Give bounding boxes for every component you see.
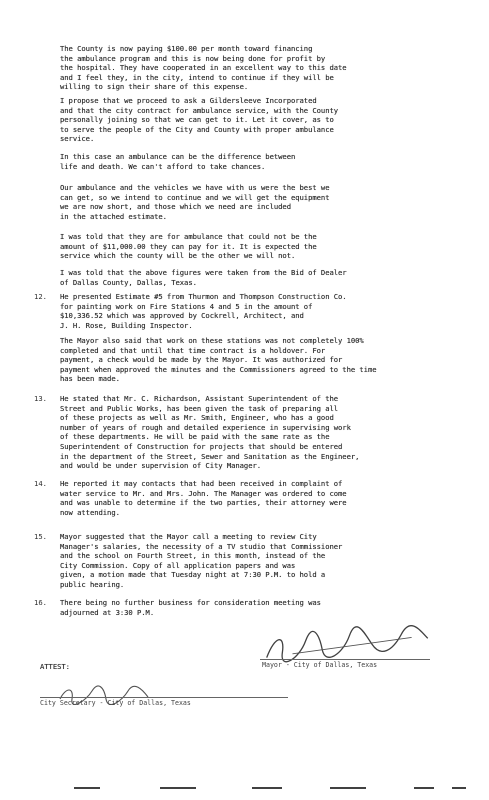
paragraph-3: In this case an ambulance can be the difference between life and death. We can't afford to take chances. <box>60 152 296 171</box>
footer-mark <box>252 787 282 789</box>
item-number: 15. <box>34 532 47 541</box>
attest-label: ATTEST: <box>40 662 70 671</box>
clerk-signature-line <box>40 697 288 698</box>
item-text: Mayor suggested that the Mayor call a meeting to review City Manager's salaries, the necessity of a TV studio that Commissioner and the school on Fourth Street, in this month, instead of the City Commission. Copy of all application papers and was given, a motion made that Tuesday night at 7:30 P.M. to hold a public hearing. <box>60 532 343 589</box>
paragraph-5: I was told that they are for ambulance that could not be the amount of $11,000.00 they can pay for it. It is expected the service which the county will be the other we will not. <box>60 232 317 261</box>
footer-mark <box>74 787 100 789</box>
footer-mark <box>330 787 366 789</box>
mayor-caption: Mayor - City of Dallas, Texas <box>262 661 378 669</box>
paragraph-6: I was told that the above figures were taken from the Bid of Dealer of Dallas County, Dallas, Texas. <box>60 268 347 287</box>
item-number: 14. <box>34 479 47 488</box>
paragraph-2: I propose that we proceed to ask a Gildersleeve Incorporated and that the city contract for ambulance service, with the County personally joining so that we can get to it. Let it cover, as to to serve the people of the City and County with proper ambulance service. <box>60 96 339 144</box>
item-number: 16. <box>34 598 47 607</box>
item-text: He reported it may contacts that had been received in complaint of water service to Mr. and Mrs. John. The Manager was ordered to come and was unable to determine if the two parties, their attorney were now attending. <box>60 479 347 517</box>
paragraph-1: The County is now paying $100.00 per month toward financing the ambulance program and this is now being done for profit by the hospital. They have cooperated in an excellent way to this date and I feel they, in the city, intend to continue if they will be willing to sign their share of this expense. <box>60 44 347 92</box>
footer-mark <box>160 787 196 789</box>
footer-mark <box>414 787 434 789</box>
item-text: He stated that Mr. C. Richardson, Assistant Superintendent of the Street and Public Works, has been given the task of preparing all of these projects as well as Mr. Smith, Engineer, who has a good number of years of rough and detailed experience in supervising work of these departments. He will be paid with the same rate as the Superintendent of Construction for projects that should be entered in the department of the Street, Sewer and Sanitation as the Engineer, and would be under supervision of City Manager. <box>60 394 360 471</box>
clerk-caption: City Secretary - City of Dallas, Texas <box>40 699 191 707</box>
mayor-signature-line <box>260 659 430 660</box>
item-number: 12. <box>34 292 47 301</box>
item-text: There being no further business for consideration meeting was adjourned at 3:30 P.M. <box>60 598 321 617</box>
paragraph-4: Our ambulance and the vehicles we have with us were the best we can get, so we intend to continue and we will get the equipment we are now short, and those which we need are included in the attached estimate. <box>60 183 330 221</box>
item-text: He presented Estimate #5 from Thurmon and Thompson Construction Co. for painting work on Fire Stations 4 and 5 in the amount of $10,336.52 which was approved by Cockrell, Architect, and J. H. Rose, Building Inspector. <box>60 292 347 330</box>
item-text: The Mayor also said that work on these stations was not completely 100% completed and that until that time contract is a holdover. For payment, a check would be made by the Mayor. It was authorized for payment when approved the minutes and the Commissioners agreed to the time has been made. <box>60 336 377 384</box>
footer-mark <box>452 787 466 789</box>
item-number: 13. <box>34 394 47 403</box>
